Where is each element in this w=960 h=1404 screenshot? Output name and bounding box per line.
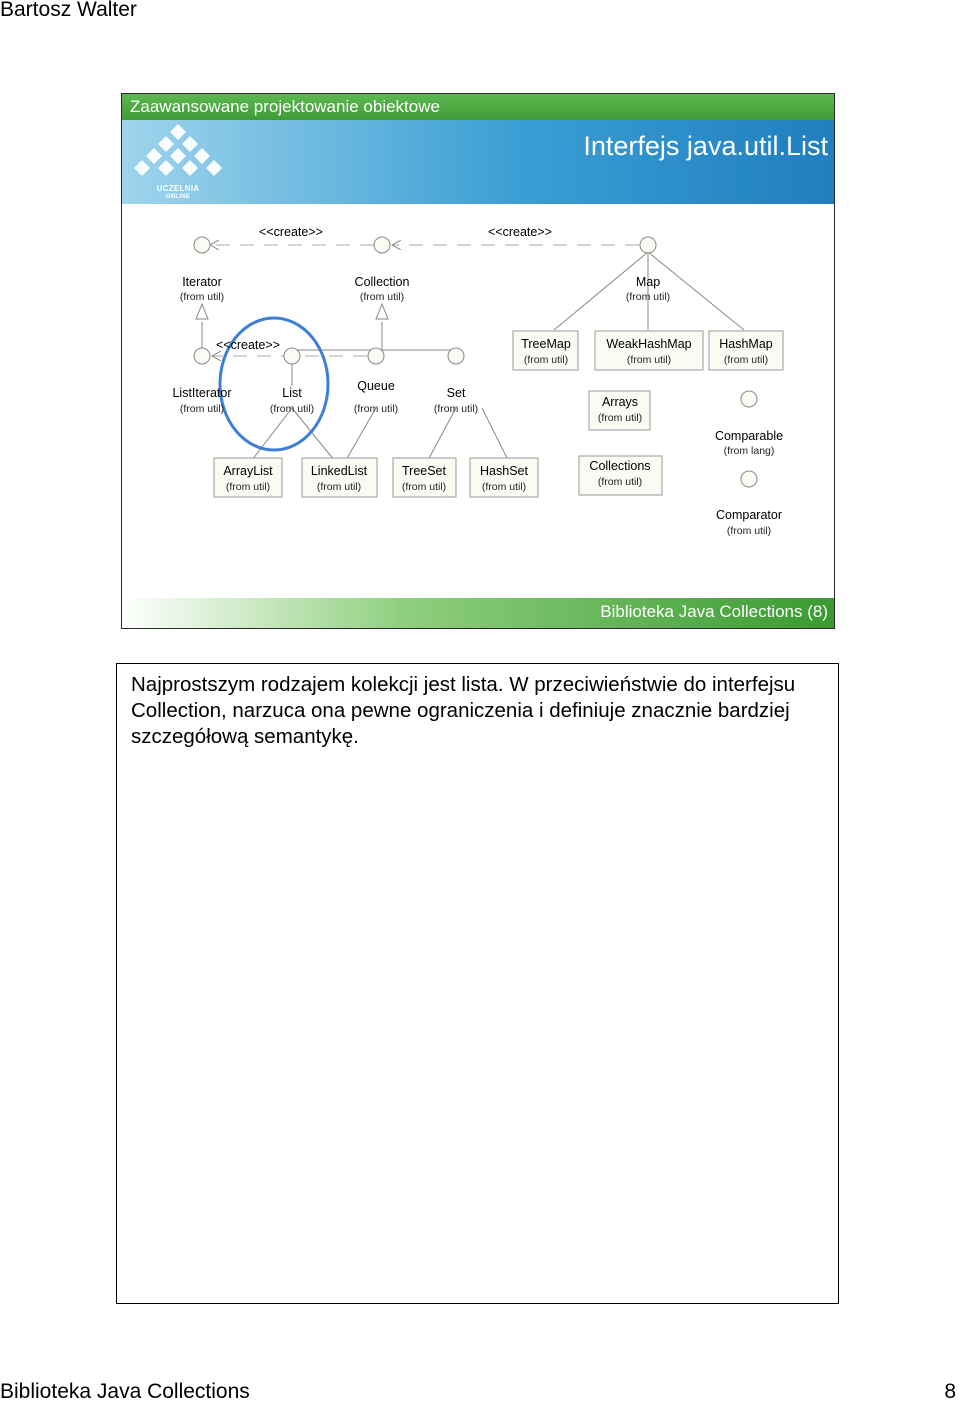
linkedlist-package: (from util) (316, 481, 362, 493)
queue-name: Queue (357, 379, 395, 393)
stereotype-create-label: <<create>> (488, 225, 552, 239)
set-interface-icon (448, 348, 464, 364)
gen-line-list-arraylist (252, 408, 292, 460)
stereotype-create-label: <<create>> (259, 225, 323, 239)
slide-footer-title: Biblioteka Java Collections (8) (600, 602, 828, 621)
arrays-package: (from util) (597, 412, 643, 424)
list-name: List (282, 386, 302, 400)
comparable-interface-icon (741, 391, 757, 407)
page-footer-title: Biblioteka Java Collections (0, 1380, 250, 1403)
stereotype-create-label: <<create>> (216, 338, 280, 352)
collection-name: Collection (354, 275, 410, 289)
gen-line-set-treeset (428, 408, 456, 460)
logo-text-line1: UCZELNIA (156, 184, 200, 193)
listiterator-interface-icon (194, 348, 210, 364)
iterator-interface-icon (194, 237, 210, 253)
collections-name: Collections (589, 459, 651, 473)
hashset-package: (from util) (481, 481, 527, 493)
treemap-name: TreeMap (521, 337, 571, 351)
arraylist-name: ArrayList (223, 464, 273, 478)
gen-line-set-hashset (482, 408, 508, 460)
iterator-package: (from util) (179, 291, 225, 303)
hashmap-name: HashMap (719, 337, 773, 351)
page-header-author: Bartosz Walter (0, 0, 137, 21)
comparable-package: (from lang) (723, 445, 775, 457)
set-name: Set (446, 386, 466, 400)
map-interface-icon (640, 237, 656, 253)
weakhashmap-package: (from util) (626, 354, 672, 366)
notes-text: Najprostszym rodzajem kolekcji jest lista. W przeciwieństwie do interfejsu Collection, narzuca ona pewne ograniczenia i definiuje znacznie bardziej szczegółową semantykę. (131, 673, 796, 748)
queue-interface-icon (368, 348, 384, 364)
uml-class-diagram (122, 94, 834, 628)
treemap-package: (from util) (523, 354, 569, 366)
hashmap-package: (from util) (723, 354, 769, 366)
listiterator-package: (from util) (179, 403, 225, 415)
collections-package: (from util) (597, 476, 643, 488)
logo-text-line2: ONLINE (165, 194, 191, 200)
slide-title: Interfejs java.util.List (583, 131, 828, 161)
weakhashmap-name: WeakHashMap (606, 337, 692, 351)
comparator-name: Comparator (716, 508, 782, 522)
set-package: (from util) (433, 403, 479, 415)
map-package: (from util) (625, 291, 671, 303)
listiterator-name: ListIterator (172, 386, 232, 400)
linkedlist-name: LinkedList (310, 464, 368, 478)
arraylist-package: (from util) (225, 481, 271, 493)
queue-package: (from util) (353, 403, 399, 415)
treeset-name: TreeSet (401, 464, 447, 478)
slide-course-title: Zaawansowane projektowanie obiektowe (130, 97, 440, 116)
hashset-name: HashSet (480, 464, 528, 478)
treeset-package: (from util) (401, 481, 447, 493)
list-interface-icon (284, 348, 300, 364)
gen-line-list-linkedlist (292, 408, 334, 460)
gen-arrow-collection (376, 304, 388, 319)
collection-package: (from util) (359, 291, 405, 303)
arrays-name: Arrays (601, 395, 639, 409)
iterator-name: Iterator (182, 275, 222, 289)
slide-thumbnail (121, 93, 835, 629)
collection-interface-icon (374, 237, 390, 253)
comparator-package: (from util) (726, 525, 772, 537)
map-name: Map (635, 275, 661, 289)
slide-bottom-bar (122, 598, 834, 628)
list-package: (from util) (269, 403, 315, 415)
page-number: 8 (944, 1380, 956, 1403)
gen-line-queue-linkedlist (346, 408, 376, 460)
comparator-interface-icon (741, 471, 757, 487)
gen-arrow-iterator (196, 304, 208, 319)
comparable-name: Comparable (714, 429, 784, 443)
notes-box (116, 663, 839, 1304)
